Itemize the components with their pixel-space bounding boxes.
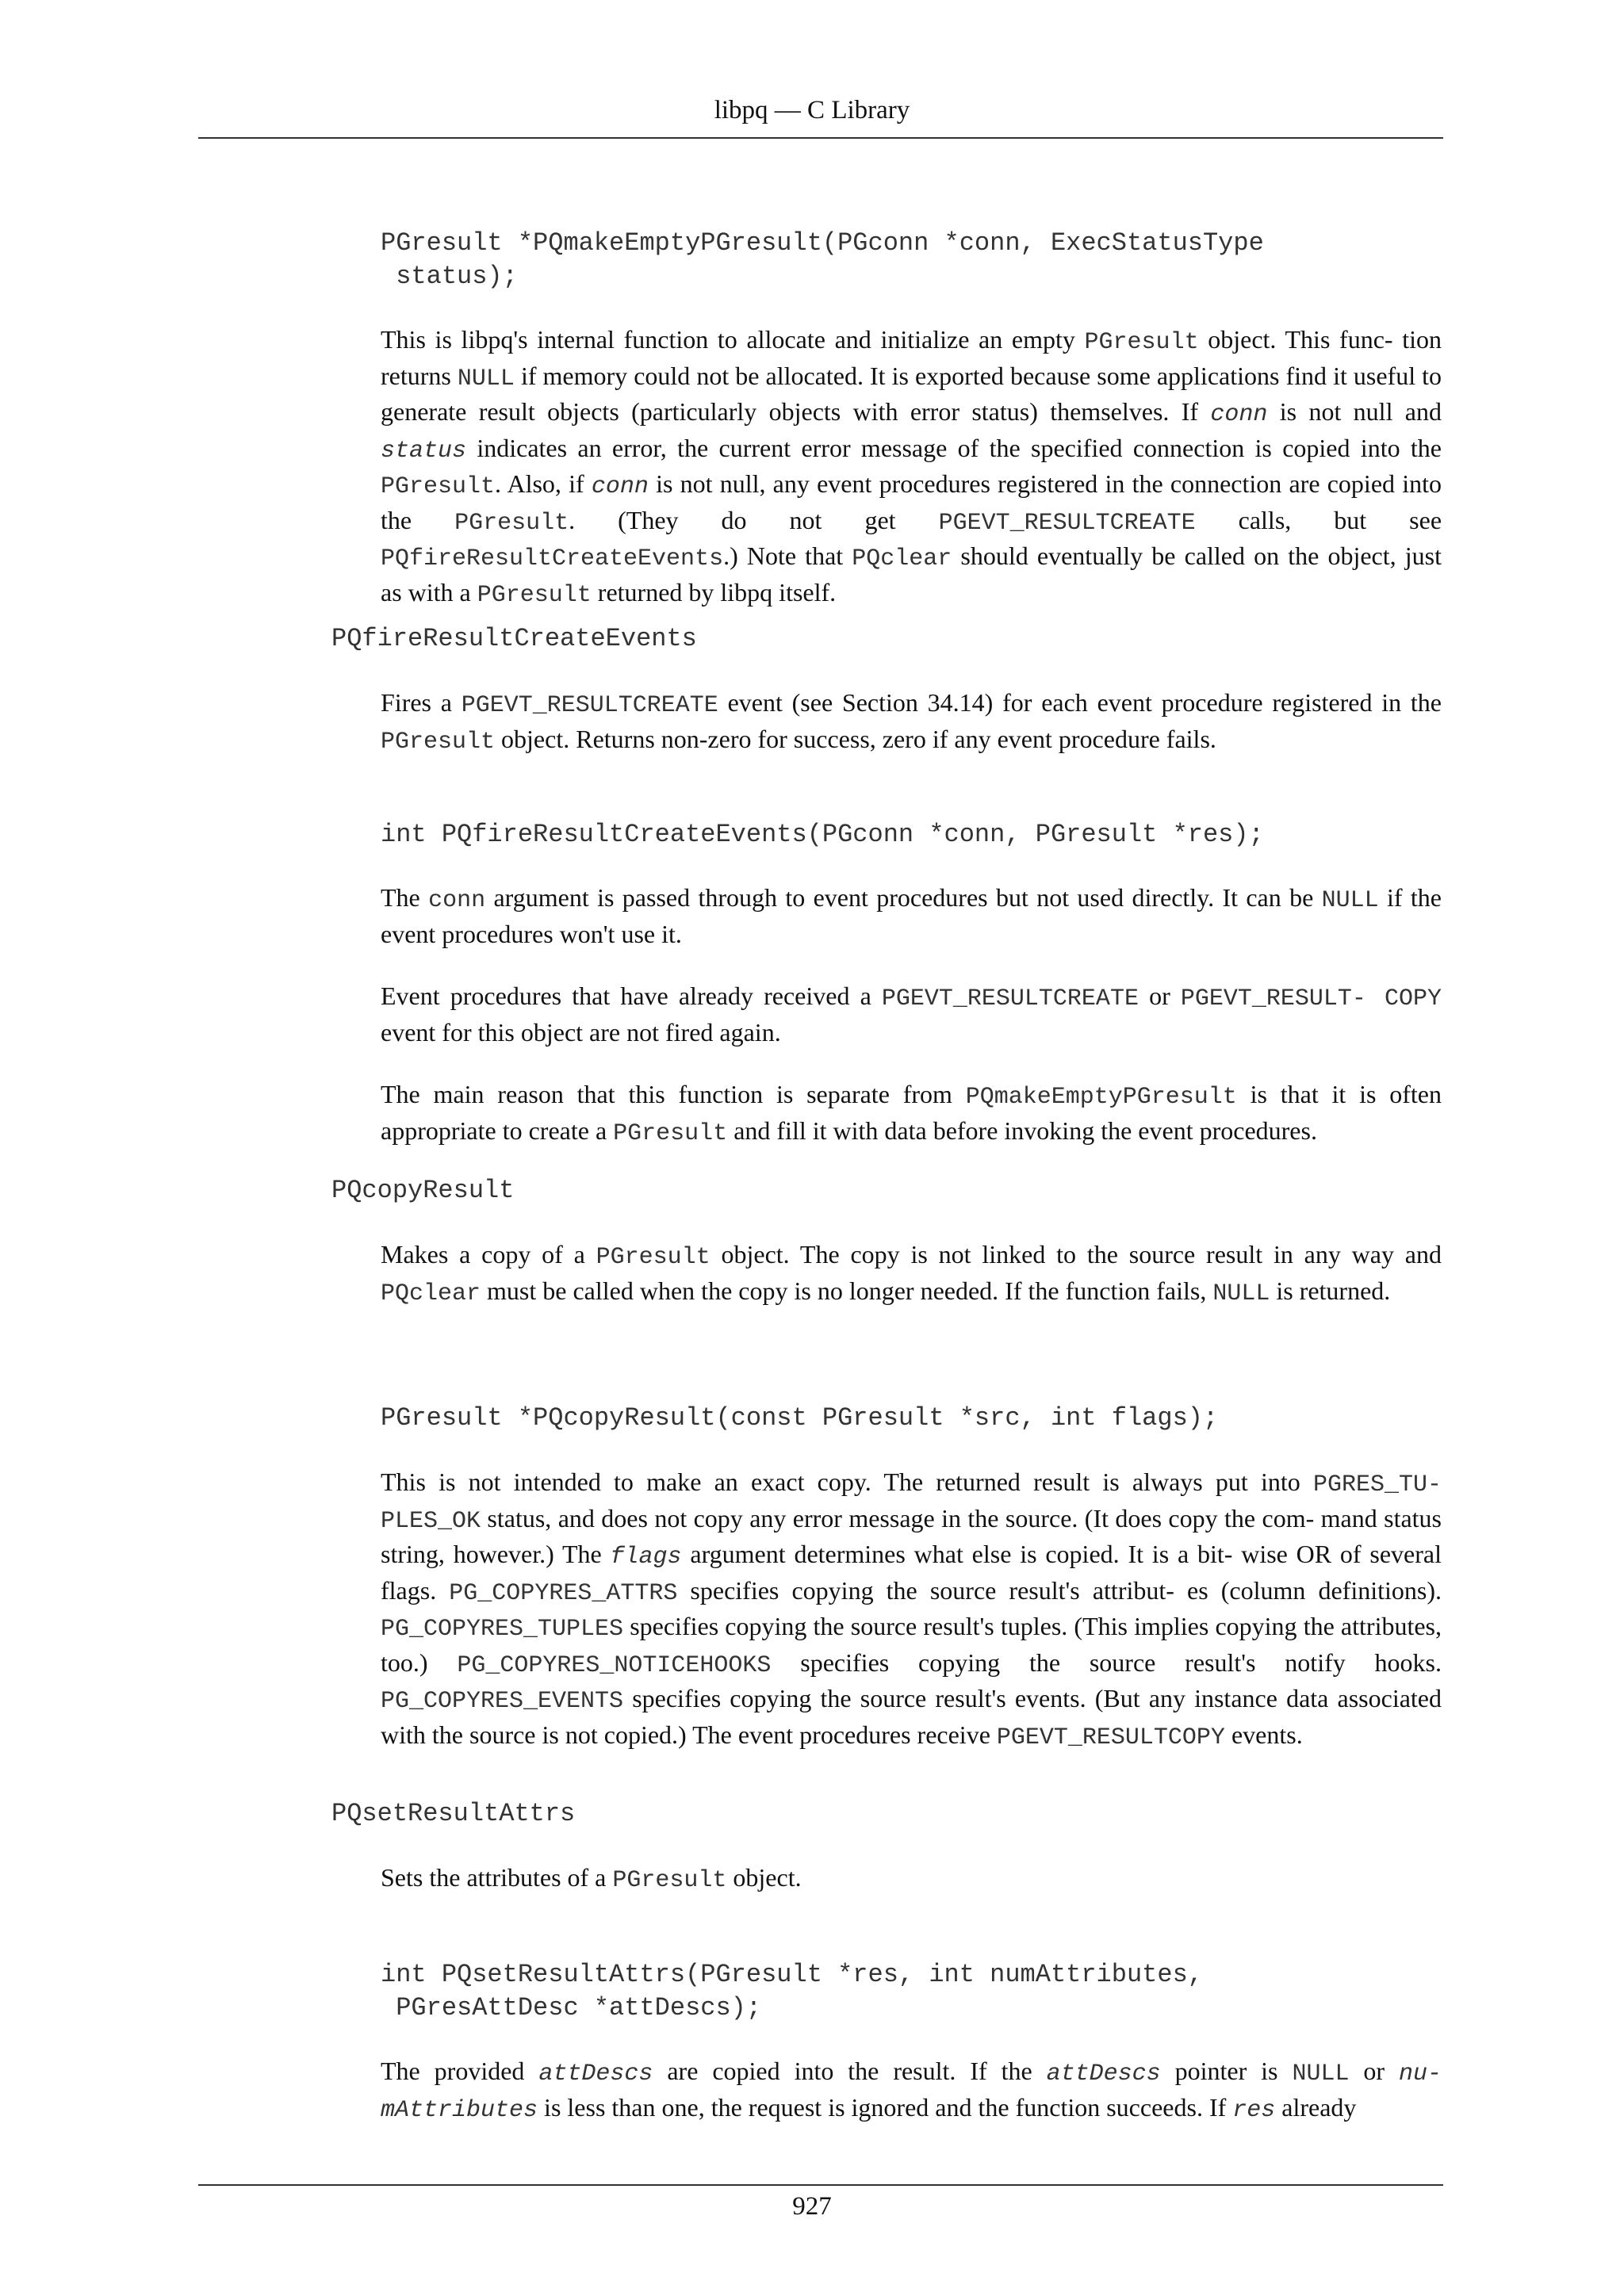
term-pqfireresultcreateevents: PQfireResultCreateEvents	[331, 624, 697, 653]
desc-setattrs-1: Sets the attributes of a PGresult object.	[381, 1863, 802, 1894]
desc-fire-4: The main reason that this function is separate from PQmakeEmptyPGresult is that it is often appropriate to create a PGresult and fill it with data before invoking the event procedures.	[381, 1080, 1442, 1147]
desc-fire-2: The conn argument is passed through to event procedures but not used directly. It can be NULL if the event procedures won't use it.	[381, 883, 1442, 948]
desc-copy-2: This is not intended to make an exact copy. The returned result is always put into PGRES_TU- PLES_OK status, and does not copy any error message in the source. (It does copy the com- mand status string, however.) The flags argument determines what else is copied. It is a bit- wise OR of several flags. PG_COPYRES_ATTRS specifies copying the source result's attribut- es (column definitions). PG_COPYRES_TUPLES specifies copying the source result's tuples. (This implies copying the attributes, too.) PG_COPYRES_NOTICEHOOKS specifies copying the source result's notify hooks. PG_COPYRES_EVENTS specifies copying the source result's events. (But any instance data associated with the source is not copied.) The event procedures receive PGEVT_RESULTCOPY events.	[381, 1468, 1442, 1751]
desc-fire-3: Event procedures that have already received a PGEVT_RESULTCREATE or PGEVT_RESULT- COPY event for this object are not fired again.	[381, 982, 1442, 1047]
footer-rule	[198, 2184, 1443, 2186]
signature-pqsetresultattrs: int PQsetResultAttrs(PGresult *res, int numAttributes, PGresAttDesc *attDescs);	[381, 1960, 1203, 2022]
desc-fire-1: Fires a PGEVT_RESULTCREATE event (see Section 34.14) for each event procedure registered in the PGresult object. Returns non-zero for success, zero if any event procedure fails.	[381, 688, 1442, 756]
desc-pqmakeemptypgresult: This is libpq's internal function to allocate and initialize an empty PGresult object. This func- tion returns NULL if memory could not be allocated. It is exported because some applications find it useful to generate result objects (particularly objects with error status) themselves. If conn is not null and status indicates an error, the current error message of the specified connection is copied into the PGresult. Also, if conn is not null, any event procedures registered in the connection are copied into the PGresult. (They do not get PGEVT_RESULTCREATE calls, but see PQfireResultCreateEvents.) Note that PQclear should eventually be called on the object, just as with a PGresult returned by libpq itself.	[381, 325, 1442, 609]
signature-pqcopyresult: PGresult *PQcopyResult(const PGresult *src, int flags);	[381, 1403, 1219, 1433]
term-pqsetresultattrs: PQsetResultAttrs	[331, 1799, 576, 1828]
page-number: 927	[792, 2192, 832, 2221]
desc-setattrs-2: The provided attDescs are copied into the result. If the attDescs pointer is NULL or nu- mAttributes is less than one, the request is ignored and the function succeeds. If res already	[381, 2057, 1442, 2124]
desc-copy-1: Makes a copy of a PGresult object. The copy is not linked to the source result in any way and PQclear must be called when the copy is no longer needed. If the function fails, NULL is returned.	[381, 1240, 1442, 1307]
signature-pqmakeemptypgresult: PGresult *PQmakeEmptyPGresult(PGconn *conn, ExecStatusType status);	[381, 228, 1264, 291]
term-pqcopyresult: PQcopyResult	[331, 1176, 515, 1205]
header-rule	[198, 137, 1443, 139]
running-header: libpq — C Library	[714, 96, 910, 124]
signature-pqfireresultcreateevents: int PQfireResultCreateEvents(PGconn *conn, PGresult *res);	[381, 820, 1264, 849]
